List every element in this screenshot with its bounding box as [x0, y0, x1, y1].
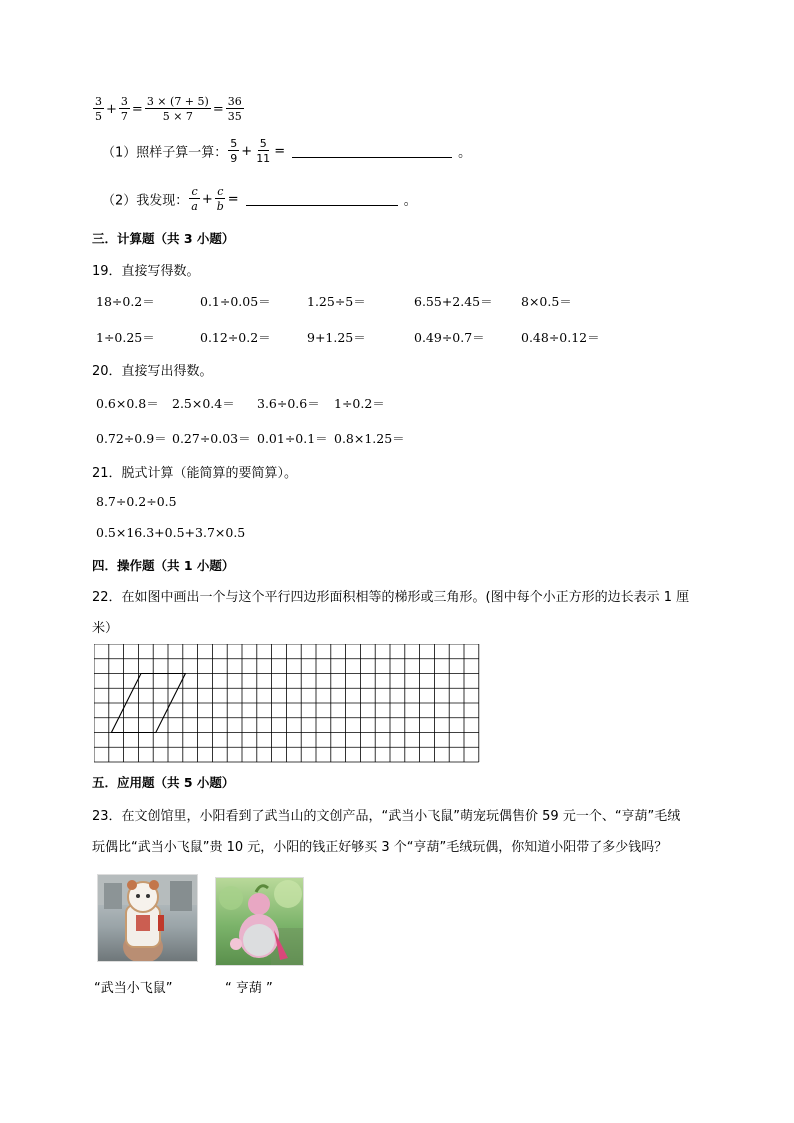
calc-item: 2.5×0.4＝	[172, 396, 235, 411]
part2-line: （2）我发现： $\frac{c}{a}$ + $\frac{c}{b}$ = 。	[102, 185, 417, 213]
section-title: 四．操作题（共 1 小题）	[92, 558, 235, 573]
section-title: 三．计算题（共 3 小题）	[92, 231, 235, 246]
fraction: $\frac{5}{11}$	[256, 137, 271, 165]
fraction: $\frac{36}{35}$	[227, 95, 242, 123]
calc-item: 1÷0.25＝	[96, 330, 155, 345]
calc-expression: 0.5×16.3+0.5+3.7×0.5	[96, 525, 246, 540]
calc-item: 9+1.25＝	[307, 330, 366, 345]
example-formula: $\frac{3}{5}$ + $\frac{3}{7}$ = $\frac{3 \times (7 + 5)}{5 \times 7}$ = $\frac{36}{35}$	[95, 95, 242, 123]
part1-line: （1）照样子算一算： $\frac{5}{9}$ + $\frac{5}{11}$ = 。	[102, 137, 472, 165]
answer-blank[interactable]	[292, 145, 452, 158]
part2-label: （2）我发现：	[102, 193, 189, 209]
calc-item: 0.6×0.8＝	[96, 396, 159, 411]
squirrel-toy-image	[97, 874, 198, 962]
calc-item: 1.25÷5＝	[307, 294, 366, 309]
question-title: 20．直接写出得数。	[92, 364, 213, 379]
calc-expression: 8.7÷0.2÷0.5	[96, 494, 177, 509]
section-title: 五．应用题（共 5 小题）	[92, 775, 235, 790]
fraction: $\frac{c}{a}$	[191, 185, 198, 213]
fraction: $\frac{3}{7}$	[120, 95, 128, 123]
question-text: 23．在文创馆里，小阳看到了武当山的文创产品，“武当小飞鼠”萌宠玩偶售价 59 元一个、“亨葫”毛绒	[92, 809, 681, 824]
calc-item: 0.1÷0.05＝	[200, 294, 271, 309]
calc-item: 0.49÷0.7＝	[414, 330, 485, 345]
answer-blank[interactable]	[246, 193, 398, 206]
fraction: $\frac{5}{9}$	[230, 137, 238, 165]
question-text: 玩偶比“武当小飞鼠”贵 10 元，小阳的钱正好够买 3 个“亨葫”毛绒玩偶，你知道小阳带了多少钱吗？	[92, 840, 668, 855]
image-caption: “ 亨葫 ”	[225, 981, 273, 996]
part1-label: （1）照样子算一算：	[102, 145, 228, 161]
fraction: $\frac{3}{5}$	[95, 95, 102, 123]
calc-item: 0.27÷0.03＝	[172, 431, 251, 446]
question-title: 19．直接写得数。	[92, 264, 200, 279]
question-title-cont: 米）	[92, 621, 119, 636]
calc-item: 3.6÷0.6＝	[257, 396, 320, 411]
gourd-toy-image	[215, 877, 304, 966]
fraction: $\frac{3 \times (7 + 5)}{5 \times 7}$	[146, 95, 209, 123]
fraction: $\frac{c}{b}$	[216, 185, 224, 213]
calc-item: 0.72÷0.9＝	[96, 431, 167, 446]
calc-item: 0.8×1.25＝	[334, 431, 405, 446]
calc-item: 0.12÷0.2＝	[200, 330, 271, 345]
calc-item: 0.48÷0.12＝	[521, 330, 600, 345]
image-caption: “武当小飞鼠”	[94, 981, 173, 996]
calc-item: 18÷0.2＝	[96, 294, 155, 309]
calc-item: 0.01÷0.1＝	[257, 431, 328, 446]
calc-item: 8×0.5＝	[521, 294, 572, 309]
question-title: 21．脱式计算（能简算的要简算）。	[92, 466, 298, 481]
calc-item: 6.55+2.45＝	[414, 294, 493, 309]
square-grid	[94, 644, 480, 764]
question-title: 22．在如图中画出一个与这个平行四边形面积相等的梯形或三角形。(图中每个小正方形的边长表示 1 厘	[92, 590, 690, 605]
calc-item: 1÷0.2＝	[334, 396, 385, 411]
